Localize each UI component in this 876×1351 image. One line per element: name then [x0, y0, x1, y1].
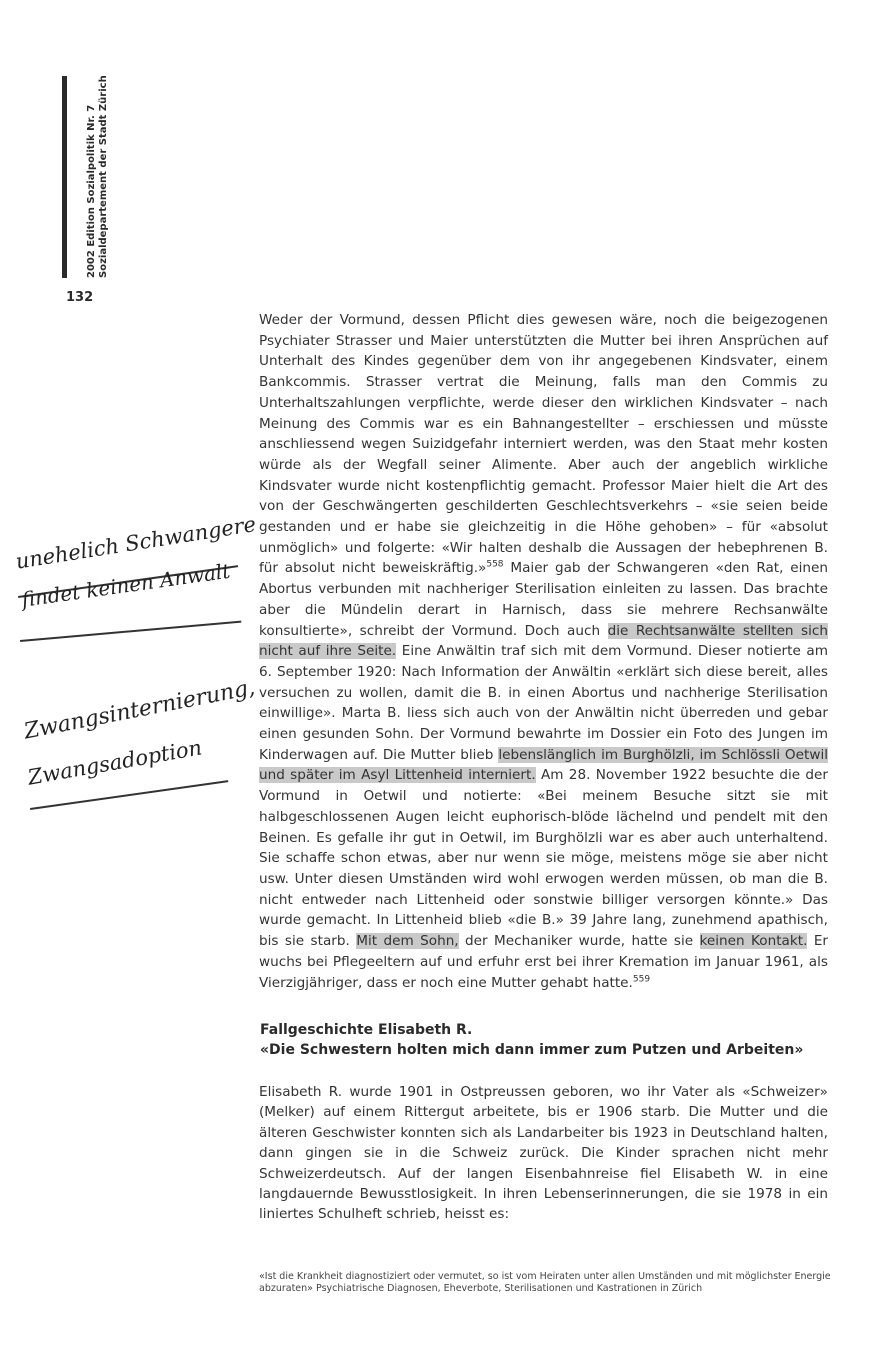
- highlight-mit-dem-sohn: Mit dem Sohn,: [356, 933, 459, 950]
- case-text: [259, 1082, 828, 1225]
- case-subtitle: «Die Schwestern holten mich dann immer zum Putzen und Arbeiten»: [260, 1042, 804, 1058]
- body-segment-b: Maier gab der Schwangeren «den Rat, einen Abortus verbunden mit nachheriger Sterilisation einleiten zu lassen. Das brachte aber die Mündelin derart in Harnisch, dass sie mehrere Rechsanwälte konsultierte», schreibt der Vormund. Doch auch: [259, 560, 828, 639]
- page-number: 132: [66, 290, 94, 305]
- series-label: [86, 75, 110, 278]
- sidebar-bar: [62, 76, 67, 278]
- footnote-ref-558: 558: [486, 559, 504, 570]
- highlight-keinen-kontakt: keinen Kontakt.: [699, 933, 808, 950]
- case-paragraph: Elisabeth R. wurde 1901 in Ostpreussen geboren, wo ihr Vater als «Schweizer» (Melker) auf einem Rittergut arbeitete, bis er 1906 starb. Die Mutter und die älteren Geschwister konnten sich als Landarbeiter bis 1923 in Deutschland halten, dann gingen sie in die Schweiz zurück. Die Kinder sprachen nicht mehr Schweizerdeutsch. Auf der langen Eisenbahnreise fiel Elisabeth W. in eine langdauernde Bewusstlosigkeit. In ihren Lebenserinnerungen, die sie 1978 in ein liniertes Schulheft schrieb, heisst es:: [259, 1084, 828, 1223]
- handwritten-note-2-line2: Zwangsadoption: [26, 735, 204, 790]
- note-1-underline-2: [20, 621, 241, 642]
- highlight-interniert: lebenslänglich im Burghölzli, im Schlössli Oetwil und später im Asyl Littenheid interniert.: [259, 746, 828, 784]
- body-segment-e: der Mechaniker wurde, hatte sie: [458, 933, 700, 950]
- handwritten-note-1-line1: unehelich Schwangere: [14, 512, 258, 574]
- body-text: [259, 310, 828, 993]
- highlight-rechtsanwaelte: die Rechtsanwälte stellten sich nicht auf ihre Seite.: [259, 622, 828, 660]
- body-segment-a: Weder der Vormund, dessen Pflicht dies gewesen wäre, noch die beigezogenen Psychiater Strasser und Maier unterstützten die Mutter bei ihren Ansprüchen auf Unterhalt des Kindes gegenüber dem von ihr angegebenen Kindsvater, einem Bankcommis. Strasser vertrat die Meinung, falls man den Commis zu Unterhaltszahlungen verpflichte, werde dieser den wirklichen Kindsvater – nach Meinung des Commis war es ein Bahnangestellter – erschiessen und müsste anschliessend wegen Suizidgefahr interniert werden, was den Staat mehr kosten würde als der Wegfall seiner Alimente. Aber auch der angeblich wirkliche Kindsvater wurde nicht kostenpflichtig gemacht. Professor Maier hielt die Art des von der Geschwängerten geschilderten Geschlechtsverkehrs – «sie seien beide gestanden und er habe sie gleichzeitig in die Höhe gehoben» – für «absolut unmöglich» und folgerte: «Wir halten deshalb die Aussagen der hebephrenen B. für absolut nicht beweiskräftig.»: [259, 312, 828, 577]
- note-2-underline: [30, 780, 228, 809]
- body-segment-d: Am 28. November 1922 besuchte die der Vormund in Oetwil und notierte: «Bei meinem Besuche sitzt sie mit halbgeschlossenen Augen leicht euphorisch-blöde lächelnd und pendelt mit den Beinen. Es gefalle ihr gut in Oetwil, im Burghölzli war es aber auch unterhaltend. Sie schaffe schon etwas, aber nur wenn sie möge, meistens möge sie aber nicht usw. Unter diesen Umständen wird wohl erwogen werden müssen, ob man die B. nicht entweder nach Littenheid oder sonstwie billiger versorgen könnte.» Das wurde gemacht. In Littenheid blieb «die B.» 39 Jahre lang, zunehmend apathisch, bis sie starb.: [259, 767, 828, 950]
- series-line2: Sozialdepartement der Stadt Zürich: [98, 75, 109, 278]
- series-line1: 2002 Edition Sozialpolitik Nr. 7: [86, 104, 97, 278]
- running-footer: «Ist die Krankheit diagnostiziert oder vermutet, so ist vom Heiraten unter allen Umständen und mit möglichster Energie abzuraten» Psychiatrische Diagnosen, Eheverbote, Sterilisationen und Kastrationen in Zürich: [259, 1271, 831, 1294]
- case-title: Fallgeschichte Elisabeth R.: [260, 1022, 473, 1038]
- handwritten-note-1-line2: findet keinen Anwalt: [20, 558, 232, 612]
- body-paragraph: [259, 310, 828, 993]
- footnote-ref-559: 559: [632, 973, 651, 984]
- body-segment-f: Er wuchs bei Pflegeeltern auf und erfuhr erst bei ihrer Kremation im Januar 1961, als Vierzigjähriger, dass er noch eine Mutter gehabt hatte.: [259, 933, 828, 991]
- case-heading: [260, 1020, 850, 1060]
- handwritten-note-2-line1: Zwangsinternierung,: [22, 675, 257, 745]
- body-segment-c: Eine Anwältin traf sich mit dem Vormund. Dieser notierte am 6. September 1920: Nach Information der Anwältin «erklärt sich diese bereit, alles versuchen zu wollen, damit die B. in einen Abortus und nachherige Sterilisation einwillige». Marta B. liess sich auch von der Anwältin nicht überreden und gebar einen gesunden Sohn. Der Vormund bewahrte im Dossier ein Foto des Jungen im Kinderwagen auf. Die Mutter blieb: [259, 643, 829, 763]
